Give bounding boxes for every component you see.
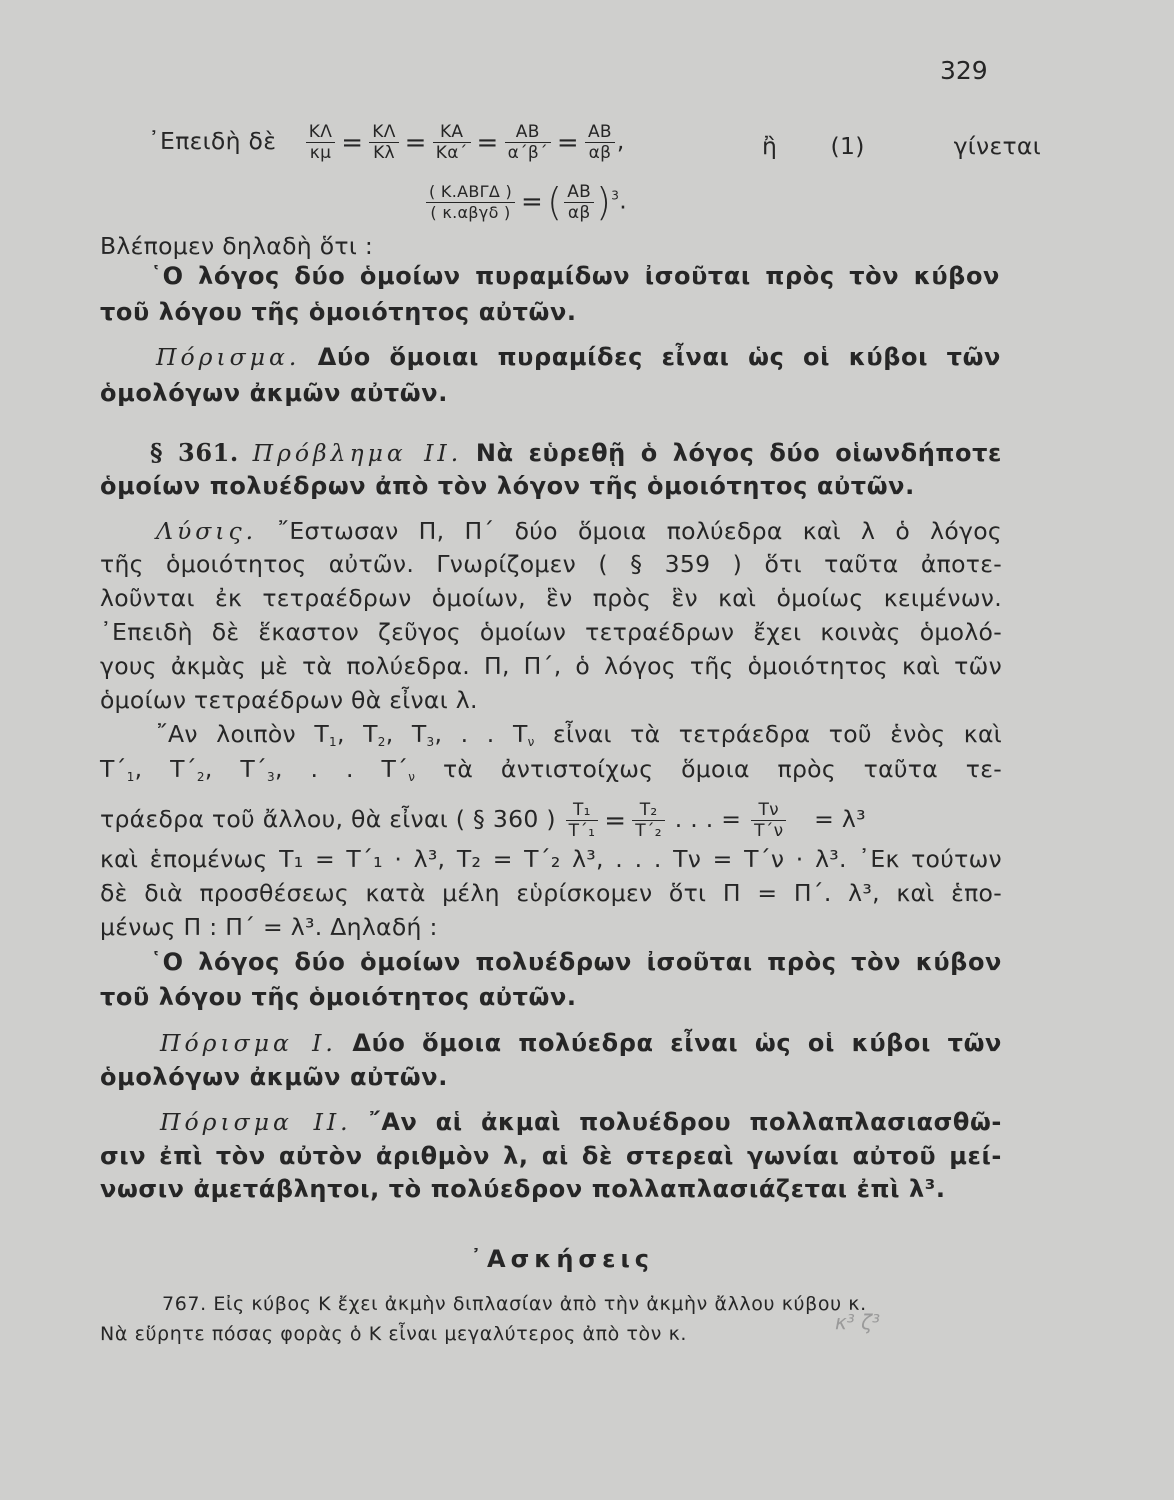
exercises-heading: ᾿Ασκήσεις: [470, 1245, 655, 1273]
equation-volume-ratio: $\frac{\text{( Κ.ΑΒΓΔ )}}{\text{( κ.αβγδ )}}$ = ( $\frac{AB}{\alpha\beta}$ )$^3$.: [424, 180, 627, 224]
corollary-line: Πόρισμα I. Δύο ὅμοια πολύεδρα εἶναι ὡς οἱ κύβοι τῶν: [160, 1029, 1002, 1057]
corollary-line: νωσιν ἀμετάβλητοι, τὸ πολύεδρον πολλαπλασιάζεται ἐπὶ λ³.: [100, 1175, 946, 1203]
fraction: $\frac{AB}{\alpha\beta}$: [585, 122, 615, 163]
problem-line: ὁμοίων πολυέδρων ἀπὸ τὸν λόγον τῆς ὁμοιότητος αὐτῶν.: [100, 472, 915, 500]
solution-line: ᾿Επειδὴ δὲ ἕκαστον ζεῦγος ὁμοίων τετραέδρων ἔχει κοινὰς ὁμολό-: [100, 618, 1002, 646]
theorem-line: ῾Ο λόγος δύο ὁμοίων πυραμίδων ἰσοῦται πρὸς τὸν κύβον: [150, 262, 1000, 290]
fraction: $\frac{\text{( Κ.ΑΒΓΔ )}}{\text{( κ.αβγδ )}}$: [426, 182, 515, 223]
paragraph-line: δὲ διὰ προσθέσεως κατὰ μέλη εὑρίσκομεν ὅτι Π = Π΄. λ³, καὶ ἑπο-: [100, 879, 1002, 907]
corollary-line: ὁμολόγων ἀκμῶν αὐτῶν.: [100, 1063, 448, 1091]
theorem-line: τοῦ λόγου τῆς ὁμοιότητος αὐτῶν.: [100, 298, 577, 326]
solution-line: Λύσις. ῎Εστωσαν Π, Π΄ δύο ὅμοια πολύεδρα καὶ λ ὁ λόγος: [156, 517, 1002, 545]
fraction: $\frac{\text{Τ₂}}{\text{Τ΄₂}}$: [632, 800, 665, 841]
corollary-line: σιν ἐπὶ τὸν αὐτὸν ἀριθμὸν λ, αἱ δὲ στερεαὶ γωνίαι αὐτοῦ μεί-: [100, 1142, 1002, 1170]
equation-tail: ἢ (1) γίνεται: [762, 132, 1041, 160]
page-number: 329: [940, 56, 988, 85]
paragraph: Βλέπομεν δηλαδὴ ὅτι :: [100, 232, 374, 260]
paragraph-line: $T΄_1$, $T΄_2$, $T΄_3$, . . $T΄_\nu$ τὰ ἀντιστοίχως ὅμοια πρὸς ταῦτα τε-: [100, 755, 1003, 784]
paragraph-line: μένως Π : Π΄ = λ³. Δηλαδή :: [100, 913, 438, 941]
exercise-line: Νὰ εὕρητε πόσας φορὰς ὁ Κ εἶναι μεγαλύτερος ἀπὸ τὸν κ.: [100, 1323, 688, 1345]
fraction: $\frac{K\Lambda}{K\lambda}$: [369, 122, 398, 163]
handwritten-margin-note: κ³ ζ³: [835, 1310, 881, 1334]
solution-line: τῆς ὁμοιότητος αὐτῶν. Γνωρίζομεν ( § 359 ) ὅτι ταῦτα ἀποτε-: [100, 550, 1002, 578]
fraction: $\frac{K\Lambda}{\kappa\mu}$: [306, 122, 335, 163]
corollary-line: Πόρισμα. Δύο ὅμοιαι πυραμίδες εἶναι ὡς οἱ κύβοι τῶν: [156, 343, 1001, 371]
fraction: $\frac{\text{Τ₁}}{\text{Τ΄₁}}$: [566, 800, 599, 841]
fraction: $\frac{KA}{K\alpha΄}$: [433, 122, 471, 163]
solution-line: ὁμοίων τετραέδρων θὰ εἶναι λ.: [100, 686, 478, 714]
solution-line: γους ἀκμὰς μὲ τὰ πολύεδρα. Π, Π΄, ὁ λόγος τῆς ὁμοιότητος καὶ τῶν: [100, 652, 1002, 680]
theorem-line: τοῦ λόγου τῆς ὁμοιότητος αὐτῶν.: [100, 983, 577, 1011]
solution-line: λοῦνται ἐκ τετραέδρων ὁμοίων, ἓν πρὸς ἓν καὶ ὁμοίως κειμένων.: [100, 584, 1002, 612]
corollary-line: ὁμολόγων ἀκμῶν αὐτῶν.: [100, 379, 448, 407]
equation-lead: ᾿Επειδὴ δὲ: [148, 127, 277, 155]
paragraph-line-equation: τράεδρα τοῦ ἄλλου, θὰ εἶναι ( § 360 ) $\frac{\text{Τ₁}}{\text{Τ΄₁}}$ = $\frac{\text{Τ₂}}{\text{Τ΄₂}}$ . . . = $\frac{T\nu}{T΄\nu}$ = λ³: [100, 800, 866, 841]
theorem-line: ῾Ο λόγος δύο ὁμοίων πολυέδρων ἰσοῦται πρὸς τὸν κύβον: [150, 948, 1002, 976]
exercise-line: 767. Εἰς κύβος Κ ἔχει ἀκμὴν διπλασίαν ἀπὸ τὴν ἀκμὴν ἄλλου κύβου κ.: [162, 1293, 867, 1315]
paragraph-line: καὶ ἑπομένως Τ₁ = Τ΄₁ · λ³, Τ₂ = Τ΄₂ λ³, . . . Τν = Τ΄ν · λ³. ᾿Εκ τούτων: [100, 845, 1002, 873]
problem-heading: § 361. Πρόβλημα II. Νὰ εὑρεθῇ ὁ λόγος δύο οἱωνδήποτε: [150, 438, 1002, 467]
equation-ratios: ᾿Επειδὴ δὲ $\frac{K\Lambda}{\kappa\mu}$ = $\frac{K\Lambda}{K\lambda}$ = $\frac{KA}{K\alpha΄}$ = $\frac{AB}{\alpha΄\beta΄}$ = $\frac{AB}{\alpha\beta}$ ,: [148, 122, 625, 163]
fraction: $\frac{T\nu}{T΄\nu}$: [751, 800, 786, 841]
paragraph-line: ῎Αν λοιπὸν $T_1$, $T_2$, $T_3$, . . $T_\nu$ εἶναι τὰ τετράεδρα τοῦ ἑνὸς καὶ: [156, 720, 1002, 749]
fraction: $\frac{AB}{\alpha΄\beta΄}$: [505, 122, 551, 163]
corollary-line: Πόρισμα II. ῎Αν αἱ ἀκμαὶ πολυέδρου πολλαπλασιασθῶ-: [160, 1108, 1002, 1136]
fraction: $\frac{AB}{\alpha\beta}$: [564, 182, 594, 223]
